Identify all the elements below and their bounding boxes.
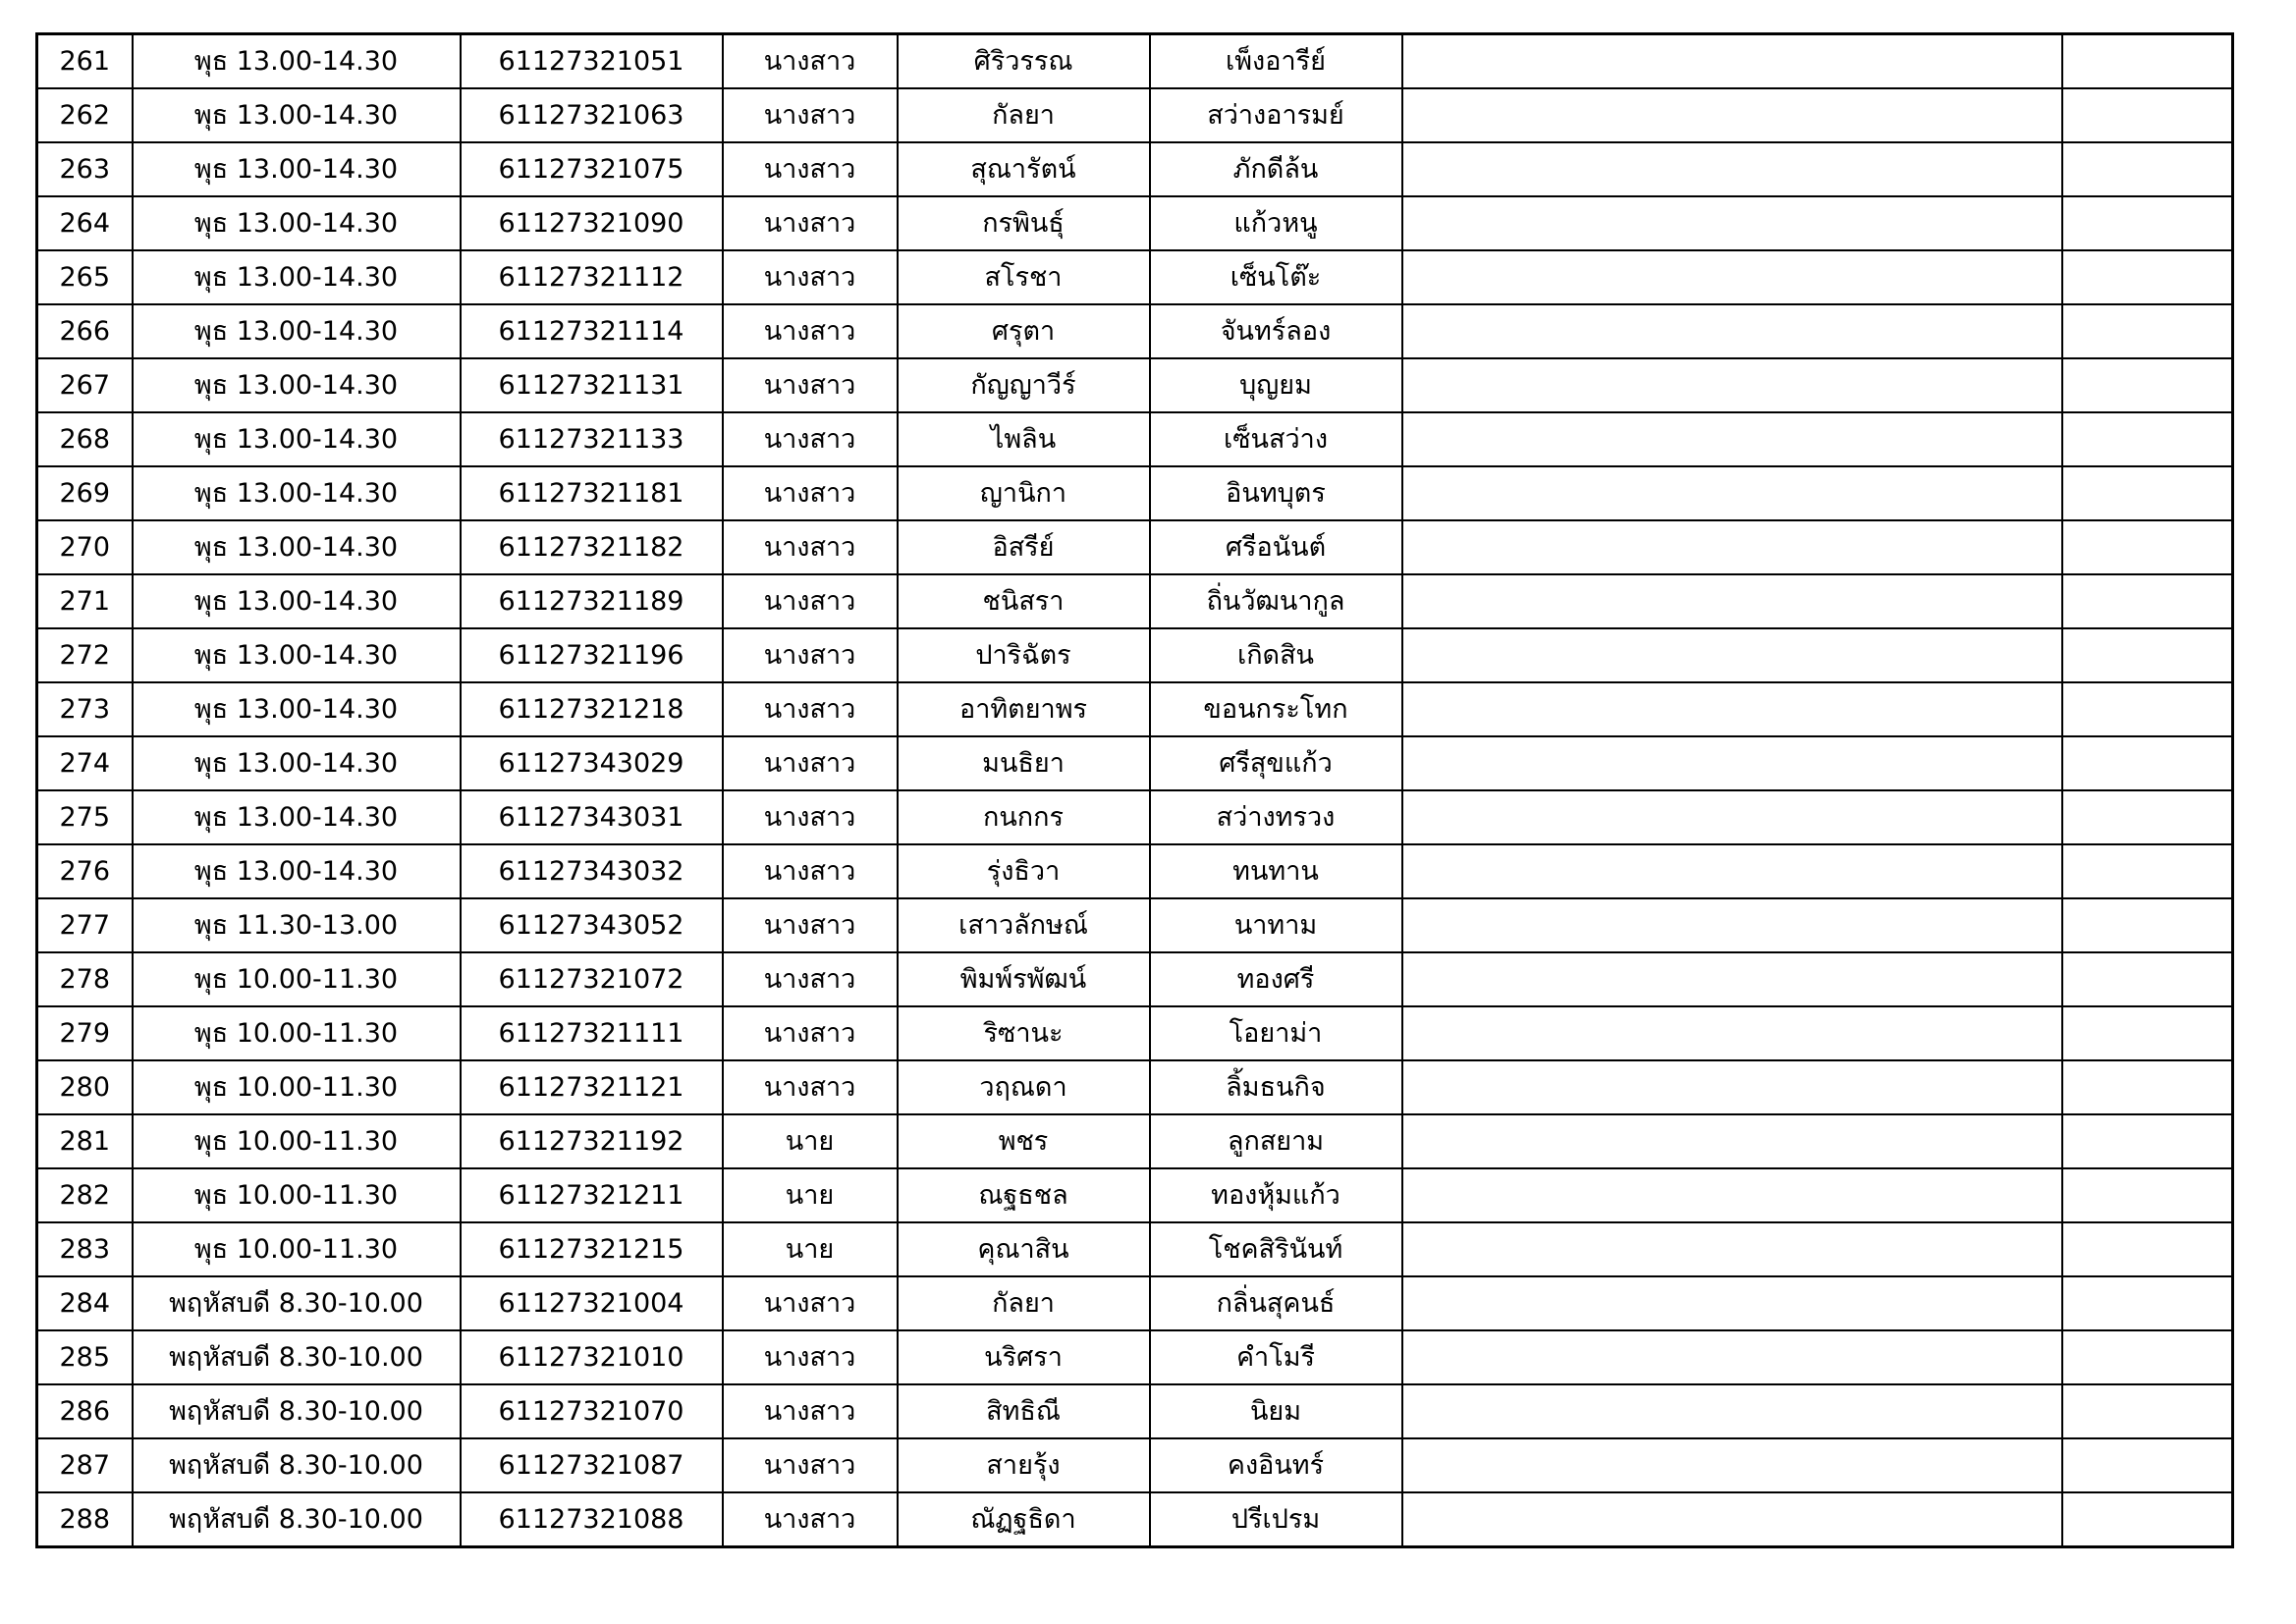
remarks-cell: [1402, 358, 2062, 412]
remarks-cell: [1402, 952, 2062, 1006]
title-cell: นางสาว: [723, 412, 898, 466]
last-name-cell: สว่างอารมย์: [1150, 88, 1402, 142]
remarks-cell: [1402, 1492, 2062, 1547]
signature-cell: [2062, 1492, 2233, 1547]
table-row: [37, 250, 2233, 304]
row-number-cell: 261: [37, 34, 133, 89]
last-name-cell: ศรีสุขแก้ว: [1150, 736, 1402, 790]
row-number-cell: 278: [37, 952, 133, 1006]
signature-cell: [2062, 196, 2233, 250]
row-number-cell: 276: [37, 844, 133, 898]
row-number-cell: 283: [37, 1222, 133, 1276]
first-name-cell: ณัฏฐธิดา: [898, 1492, 1150, 1547]
row-number-cell: 267: [37, 358, 133, 412]
last-name-cell: ทนทาน: [1150, 844, 1402, 898]
row-number-cell: 266: [37, 304, 133, 358]
signature-cell: [2062, 1330, 2233, 1384]
schedule-cell: พฤหัสบดี 8.30-10.00: [133, 1384, 461, 1438]
table-row: [37, 1222, 2233, 1276]
signature-cell: [2062, 34, 2233, 89]
first-name-cell: รุ่งธิวา: [898, 844, 1150, 898]
row-number-cell: 268: [37, 412, 133, 466]
row-number-cell: 285: [37, 1330, 133, 1384]
schedule-cell: พุธ 13.00-14.30: [133, 250, 461, 304]
table-row: [37, 88, 2233, 142]
last-name-cell: เซ็นสว่าง: [1150, 412, 1402, 466]
student-id-cell: 61127343032: [461, 844, 723, 898]
title-cell: นางสาว: [723, 88, 898, 142]
remarks-cell: [1402, 736, 2062, 790]
signature-cell: [2062, 898, 2233, 952]
student-id-cell: 61127321189: [461, 574, 723, 628]
row-number-cell: 284: [37, 1276, 133, 1330]
row-number-cell: 273: [37, 682, 133, 736]
remarks-cell: [1402, 196, 2062, 250]
row-number-cell: 277: [37, 898, 133, 952]
remarks-cell: [1402, 1168, 2062, 1222]
remarks-cell: [1402, 304, 2062, 358]
last-name-cell: เพ็งอารีย์: [1150, 34, 1402, 89]
table-row: [37, 628, 2233, 682]
row-number-cell: 287: [37, 1438, 133, 1492]
title-cell: นางสาว: [723, 628, 898, 682]
schedule-cell: พุธ 13.00-14.30: [133, 34, 461, 89]
table-body: [37, 34, 2233, 1547]
title-cell: นาย: [723, 1168, 898, 1222]
student-id-cell: 61127321072: [461, 952, 723, 1006]
last-name-cell: เซ็นโต๊ะ: [1150, 250, 1402, 304]
title-cell: นางสาว: [723, 1006, 898, 1060]
student-id-cell: 61127321215: [461, 1222, 723, 1276]
remarks-cell: [1402, 466, 2062, 520]
last-name-cell: ขอนกระโทก: [1150, 682, 1402, 736]
last-name-cell: นิยม: [1150, 1384, 1402, 1438]
remarks-cell: [1402, 790, 2062, 844]
title-cell: นางสาว: [723, 1330, 898, 1384]
student-id-cell: 61127321051: [461, 34, 723, 89]
signature-cell: [2062, 844, 2233, 898]
row-number-cell: 279: [37, 1006, 133, 1060]
table-row: [37, 1330, 2233, 1384]
schedule-cell: พุธ 10.00-11.30: [133, 1222, 461, 1276]
signature-cell: [2062, 736, 2233, 790]
last-name-cell: โชคสิรินันท์: [1150, 1222, 1402, 1276]
first-name-cell: สายรุ้ง: [898, 1438, 1150, 1492]
last-name-cell: ทองศรี: [1150, 952, 1402, 1006]
table-row: [37, 1438, 2233, 1492]
student-id-cell: 61127343029: [461, 736, 723, 790]
signature-cell: [2062, 1222, 2233, 1276]
schedule-cell: พุธ 13.00-14.30: [133, 358, 461, 412]
row-number-cell: 280: [37, 1060, 133, 1114]
first-name-cell: สุณารัตน์: [898, 142, 1150, 196]
remarks-cell: [1402, 682, 2062, 736]
schedule-cell: พฤหัสบดี 8.30-10.00: [133, 1492, 461, 1547]
row-number-cell: 270: [37, 520, 133, 574]
schedule-cell: พุธ 13.00-14.30: [133, 628, 461, 682]
table-row: [37, 1276, 2233, 1330]
title-cell: นางสาว: [723, 952, 898, 1006]
first-name-cell: ชนิสรา: [898, 574, 1150, 628]
student-id-cell: 61127321133: [461, 412, 723, 466]
student-id-cell: 61127321075: [461, 142, 723, 196]
row-number-cell: 265: [37, 250, 133, 304]
signature-cell: [2062, 952, 2233, 1006]
row-number-cell: 263: [37, 142, 133, 196]
student-id-cell: 61127321111: [461, 1006, 723, 1060]
first-name-cell: ปาริฉัตร: [898, 628, 1150, 682]
last-name-cell: คำโมรี: [1150, 1330, 1402, 1384]
title-cell: นางสาว: [723, 844, 898, 898]
remarks-cell: [1402, 1060, 2062, 1114]
table-row: [37, 412, 2233, 466]
table-row: [37, 34, 2233, 89]
table-row: [37, 142, 2233, 196]
row-number-cell: 288: [37, 1492, 133, 1547]
title-cell: นางสาว: [723, 358, 898, 412]
signature-cell: [2062, 1168, 2233, 1222]
remarks-cell: [1402, 1384, 2062, 1438]
student-id-cell: 61127321211: [461, 1168, 723, 1222]
row-number-cell: 264: [37, 196, 133, 250]
table-row: [37, 1384, 2233, 1438]
table-row: [37, 358, 2233, 412]
table-row: [37, 736, 2233, 790]
schedule-cell: พุธ 13.00-14.30: [133, 790, 461, 844]
student-id-cell: 61127343052: [461, 898, 723, 952]
table-row: [37, 196, 2233, 250]
schedule-cell: พุธ 10.00-11.30: [133, 1114, 461, 1168]
remarks-cell: [1402, 1276, 2062, 1330]
title-cell: นางสาว: [723, 34, 898, 89]
last-name-cell: ปรีเปรม: [1150, 1492, 1402, 1547]
schedule-cell: พุธ 13.00-14.30: [133, 520, 461, 574]
remarks-cell: [1402, 250, 2062, 304]
student-id-cell: 61127321218: [461, 682, 723, 736]
last-name-cell: แก้วหนู: [1150, 196, 1402, 250]
remarks-cell: [1402, 520, 2062, 574]
first-name-cell: กัลยา: [898, 1276, 1150, 1330]
last-name-cell: อินทบุตร: [1150, 466, 1402, 520]
last-name-cell: ลิ้มธนกิจ: [1150, 1060, 1402, 1114]
first-name-cell: อาทิตยาพร: [898, 682, 1150, 736]
student-id-cell: 61127321112: [461, 250, 723, 304]
student-id-cell: 61127321181: [461, 466, 723, 520]
title-cell: นางสาว: [723, 682, 898, 736]
signature-cell: [2062, 574, 2233, 628]
table-row: [37, 466, 2233, 520]
title-cell: นางสาว: [723, 736, 898, 790]
student-id-cell: 61127321087: [461, 1438, 723, 1492]
schedule-cell: พุธ 10.00-11.30: [133, 1006, 461, 1060]
remarks-cell: [1402, 1222, 2062, 1276]
first-name-cell: ริซานะ: [898, 1006, 1150, 1060]
last-name-cell: ถิ่นวัฒนากูล: [1150, 574, 1402, 628]
first-name-cell: ศรุตา: [898, 304, 1150, 358]
signature-cell: [2062, 466, 2233, 520]
title-cell: นาย: [723, 1222, 898, 1276]
row-number-cell: 272: [37, 628, 133, 682]
remarks-cell: [1402, 1006, 2062, 1060]
signature-cell: [2062, 1006, 2233, 1060]
first-name-cell: กรพินธุ์: [898, 196, 1150, 250]
last-name-cell: สว่างทรวง: [1150, 790, 1402, 844]
first-name-cell: สิทธิณี: [898, 1384, 1150, 1438]
schedule-cell: พฤหัสบดี 8.30-10.00: [133, 1276, 461, 1330]
student-id-cell: 61127321010: [461, 1330, 723, 1384]
title-cell: นางสาว: [723, 790, 898, 844]
row-number-cell: 281: [37, 1114, 133, 1168]
last-name-cell: ศรีอนันต์: [1150, 520, 1402, 574]
table-row: [37, 1492, 2233, 1547]
first-name-cell: สโรชา: [898, 250, 1150, 304]
schedule-cell: พุธ 13.00-14.30: [133, 466, 461, 520]
first-name-cell: นริศรา: [898, 1330, 1150, 1384]
row-number-cell: 282: [37, 1168, 133, 1222]
row-number-cell: 262: [37, 88, 133, 142]
last-name-cell: คงอินทร์: [1150, 1438, 1402, 1492]
row-number-cell: 275: [37, 790, 133, 844]
title-cell: นางสาว: [723, 1060, 898, 1114]
schedule-cell: พฤหัสบดี 8.30-10.00: [133, 1330, 461, 1384]
student-id-cell: 61127321070: [461, 1384, 723, 1438]
first-name-cell: พิมพ์รพัฒน์: [898, 952, 1150, 1006]
signature-cell: [2062, 1384, 2233, 1438]
student-id-cell: 61127343031: [461, 790, 723, 844]
signature-cell: [2062, 1060, 2233, 1114]
last-name-cell: บุญยม: [1150, 358, 1402, 412]
schedule-cell: พุธ 13.00-14.30: [133, 412, 461, 466]
last-name-cell: นาทาม: [1150, 898, 1402, 952]
signature-cell: [2062, 412, 2233, 466]
signature-cell: [2062, 628, 2233, 682]
table-row: [37, 898, 2233, 952]
title-cell: นางสาว: [723, 250, 898, 304]
remarks-cell: [1402, 844, 2062, 898]
schedule-cell: พุธ 13.00-14.30: [133, 682, 461, 736]
remarks-cell: [1402, 1114, 2062, 1168]
last-name-cell: จันทร์ลอง: [1150, 304, 1402, 358]
row-number-cell: 286: [37, 1384, 133, 1438]
remarks-cell: [1402, 628, 2062, 682]
title-cell: นางสาว: [723, 1384, 898, 1438]
table-row: [37, 790, 2233, 844]
student-id-cell: 61127321121: [461, 1060, 723, 1114]
row-number-cell: 274: [37, 736, 133, 790]
remarks-cell: [1402, 1330, 2062, 1384]
schedule-cell: พุธ 13.00-14.30: [133, 304, 461, 358]
signature-cell: [2062, 250, 2233, 304]
first-name-cell: วฤณดา: [898, 1060, 1150, 1114]
first-name-cell: กนกกร: [898, 790, 1150, 844]
student-id-cell: 61127321131: [461, 358, 723, 412]
first-name-cell: อิสรีย์: [898, 520, 1150, 574]
title-cell: นางสาว: [723, 520, 898, 574]
schedule-cell: พุธ 13.00-14.30: [133, 196, 461, 250]
table-row: [37, 520, 2233, 574]
table-row: [37, 1006, 2233, 1060]
student-id-cell: 61127321182: [461, 520, 723, 574]
student-id-cell: 61127321196: [461, 628, 723, 682]
table-row: [37, 574, 2233, 628]
table-row: [37, 304, 2233, 358]
title-cell: นางสาว: [723, 1438, 898, 1492]
schedule-cell: พุธ 10.00-11.30: [133, 1060, 461, 1114]
student-id-cell: 61127321063: [461, 88, 723, 142]
schedule-cell: พฤหัสบดี 8.30-10.00: [133, 1438, 461, 1492]
student-id-cell: 61127321090: [461, 196, 723, 250]
signature-cell: [2062, 682, 2233, 736]
first-name-cell: กัลยา: [898, 88, 1150, 142]
schedule-cell: พุธ 10.00-11.30: [133, 952, 461, 1006]
first-name-cell: เสาวลักษณ์: [898, 898, 1150, 952]
schedule-cell: พุธ 13.00-14.30: [133, 736, 461, 790]
first-name-cell: ศิริวรรณ: [898, 34, 1150, 89]
table-row: [37, 1168, 2233, 1222]
schedule-cell: พุธ 13.00-14.30: [133, 574, 461, 628]
signature-cell: [2062, 88, 2233, 142]
title-cell: นางสาว: [723, 196, 898, 250]
table-row: [37, 1060, 2233, 1114]
title-cell: นางสาว: [723, 574, 898, 628]
last-name-cell: ทองหุ้มแก้ว: [1150, 1168, 1402, 1222]
table-row: [37, 844, 2233, 898]
remarks-cell: [1402, 898, 2062, 952]
remarks-cell: [1402, 88, 2062, 142]
table-row: [37, 682, 2233, 736]
remarks-cell: [1402, 34, 2062, 89]
table-row: [37, 1114, 2233, 1168]
last-name-cell: ภักดีล้น: [1150, 142, 1402, 196]
student-list-table: [35, 32, 2234, 1548]
student-id-cell: 61127321004: [461, 1276, 723, 1330]
last-name-cell: กลิ่นสุคนธ์: [1150, 1276, 1402, 1330]
student-id-cell: 61127321192: [461, 1114, 723, 1168]
remarks-cell: [1402, 574, 2062, 628]
schedule-cell: พุธ 13.00-14.30: [133, 844, 461, 898]
title-cell: นางสาว: [723, 1492, 898, 1547]
table-row: [37, 952, 2233, 1006]
schedule-cell: พุธ 11.30-13.00: [133, 898, 461, 952]
title-cell: นางสาว: [723, 304, 898, 358]
first-name-cell: มนธิยา: [898, 736, 1150, 790]
signature-cell: [2062, 304, 2233, 358]
first-name-cell: พชร: [898, 1114, 1150, 1168]
signature-cell: [2062, 1276, 2233, 1330]
title-cell: นางสาว: [723, 1276, 898, 1330]
signature-cell: [2062, 1114, 2233, 1168]
signature-cell: [2062, 520, 2233, 574]
signature-cell: [2062, 1438, 2233, 1492]
signature-cell: [2062, 358, 2233, 412]
schedule-cell: พุธ 13.00-14.30: [133, 88, 461, 142]
student-id-cell: 61127321088: [461, 1492, 723, 1547]
first-name-cell: กัญญาวีร์: [898, 358, 1150, 412]
last-name-cell: เกิดสิน: [1150, 628, 1402, 682]
last-name-cell: ลูกสยาม: [1150, 1114, 1402, 1168]
signature-cell: [2062, 142, 2233, 196]
first-name-cell: ณฐธชล: [898, 1168, 1150, 1222]
signature-cell: [2062, 790, 2233, 844]
row-number-cell: 269: [37, 466, 133, 520]
first-name-cell: คุณาสิน: [898, 1222, 1150, 1276]
remarks-cell: [1402, 1438, 2062, 1492]
first-name-cell: ไพลิน: [898, 412, 1150, 466]
title-cell: นางสาว: [723, 466, 898, 520]
title-cell: นาย: [723, 1114, 898, 1168]
title-cell: นางสาว: [723, 142, 898, 196]
remarks-cell: [1402, 142, 2062, 196]
title-cell: นางสาว: [723, 898, 898, 952]
last-name-cell: โอยาม่า: [1150, 1006, 1402, 1060]
row-number-cell: 271: [37, 574, 133, 628]
schedule-cell: พุธ 13.00-14.30: [133, 142, 461, 196]
first-name-cell: ญานิกา: [898, 466, 1150, 520]
remarks-cell: [1402, 412, 2062, 466]
schedule-cell: พุธ 10.00-11.30: [133, 1168, 461, 1222]
student-id-cell: 61127321114: [461, 304, 723, 358]
